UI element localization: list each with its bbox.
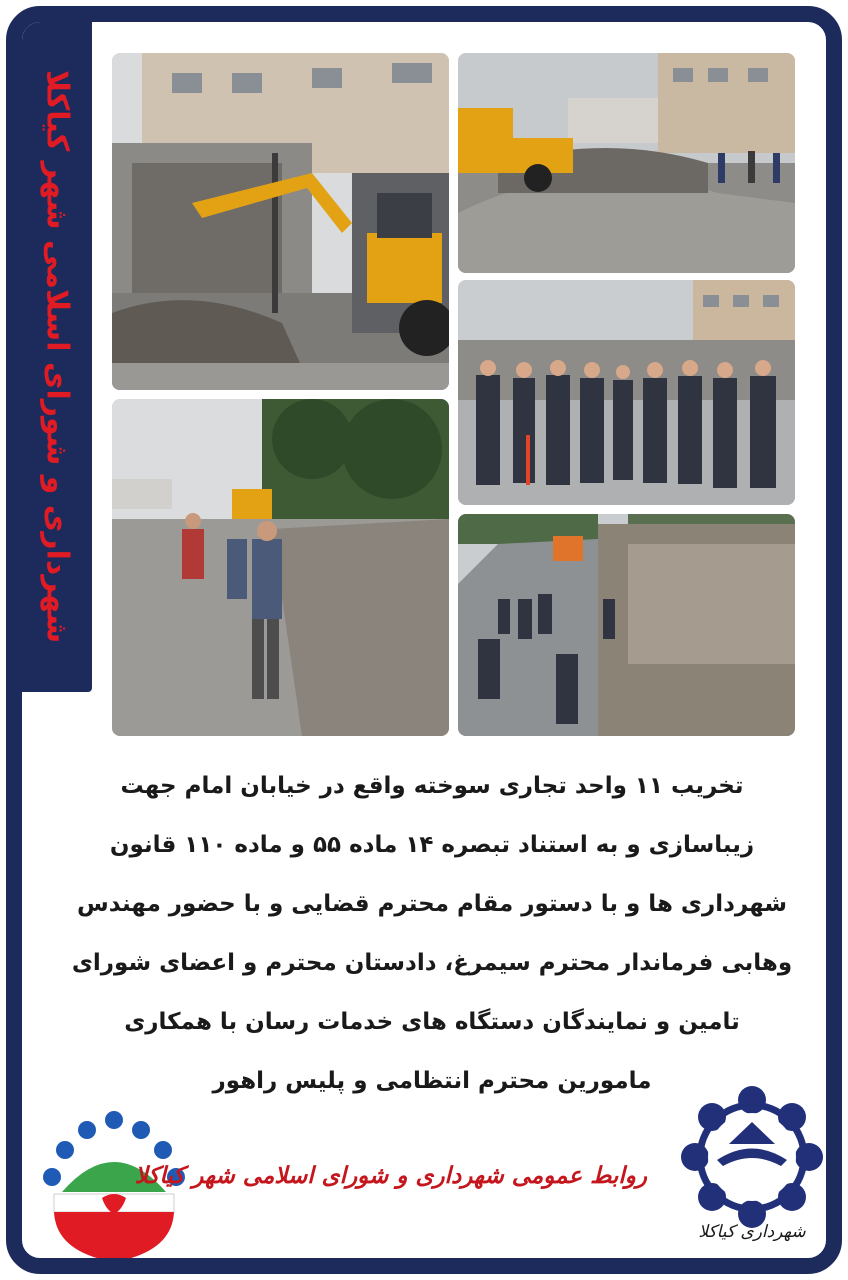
side-banner	[22, 22, 92, 692]
poster-frame	[6, 6, 842, 1274]
photo-officials-group-photo	[458, 280, 795, 505]
municipality-logo-caption: شهرداری کیاکلا	[698, 1222, 806, 1242]
caption-line: تامین و نمایندگان دستگاه های خدمات رسان با همکاری	[124, 1009, 740, 1035]
side-banner-title: شهرداری و شورای اسلامی شهر کیاکلا	[39, 70, 75, 644]
photo-officials-walking-street	[458, 514, 795, 736]
photo-excavator-demolishing-wall	[112, 53, 449, 390]
photo-workers-shoveling-rubble	[112, 399, 449, 736]
caption-line: تخریب ۱۱ واحد تجاری سوخته واقع در خیابان امام جهت	[120, 773, 744, 799]
photo-excavator-on-cleared-lot	[458, 53, 795, 273]
caption-line: وهابی فرماندار محترم سیمرغ، دادستان محترم و اعضای شورای	[71, 950, 793, 976]
public-relations-footer: روابط عمومی شهرداری و شورای اسلامی شهر کیاکلا	[134, 1162, 647, 1189]
caption-line: مامورین محترم انتظامی و پلیس راهور	[212, 1068, 652, 1094]
caption-line: شهرداری ها و با دستور مقام محترم قضایی و با حضور مهندس	[76, 891, 788, 917]
caption-line: زیباسازی و به استناد تبصره ۱۴ ماده ۵۵ و ماده ۱۱۰ قانون	[109, 832, 755, 858]
news-caption	[52, 757, 812, 1111]
